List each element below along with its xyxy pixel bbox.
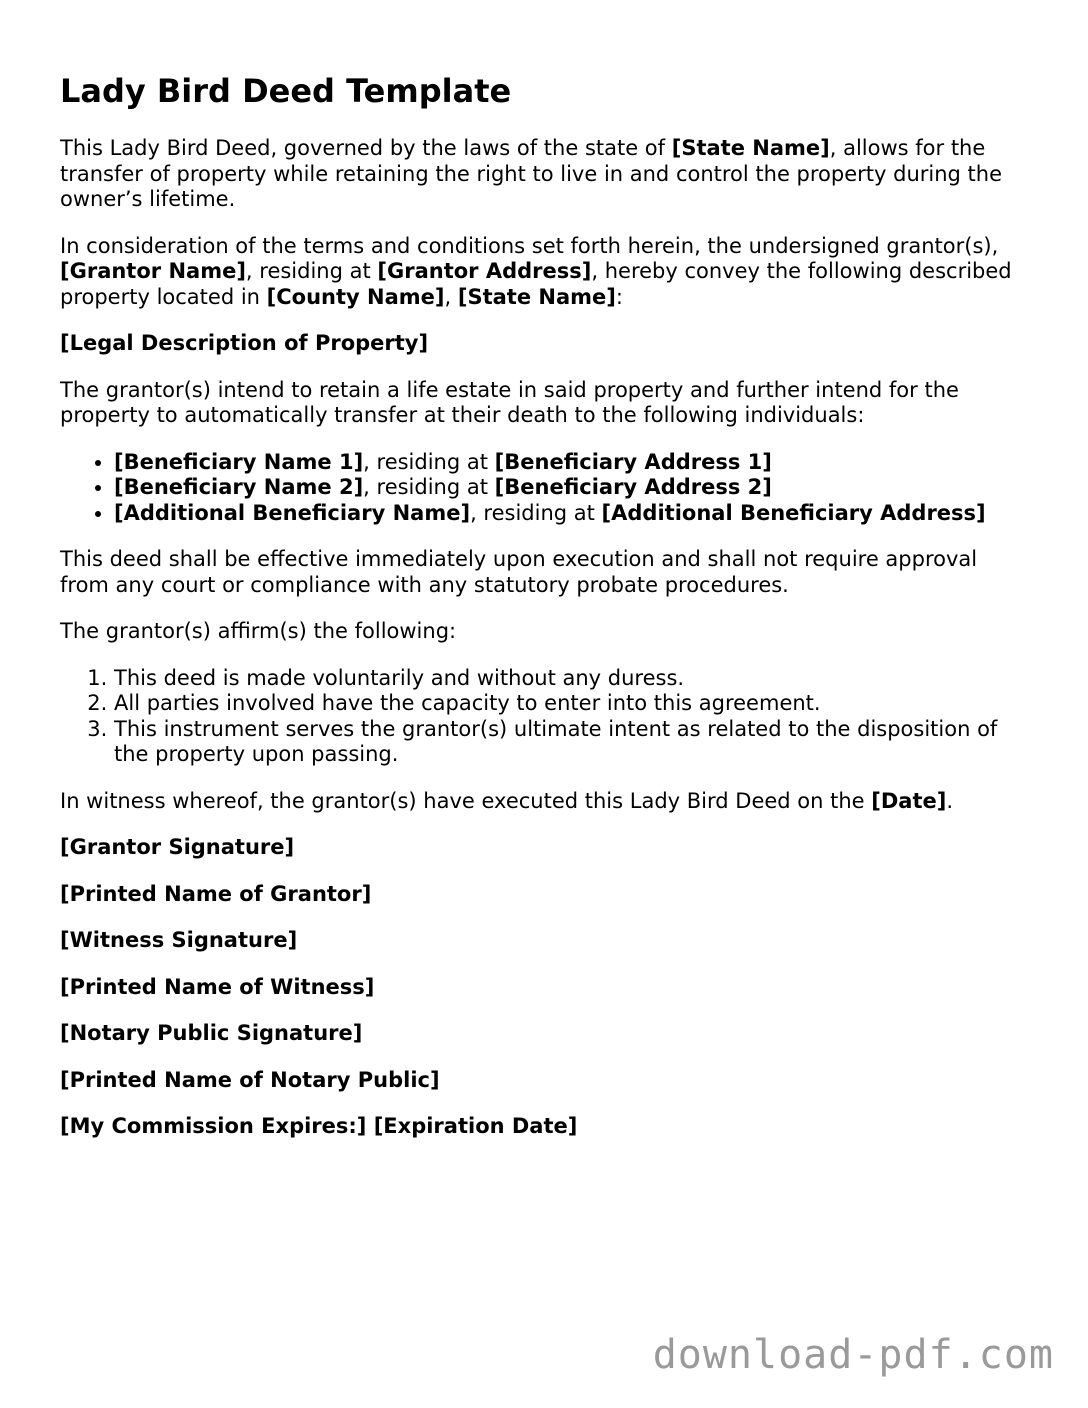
beneficiary-connector: , residing at bbox=[363, 475, 495, 500]
state-name-placeholder-2: [State Name] bbox=[457, 284, 616, 309]
consideration-text-2: , residing at bbox=[245, 259, 378, 284]
document-title: Lady Bird Deed Template bbox=[60, 72, 512, 110]
document-page bbox=[60, 72, 1030, 1161]
witness-text-2: . bbox=[946, 788, 954, 813]
witness-printed-name-placeholder: [Printed Name of Witness] bbox=[60, 974, 375, 999]
consideration-text-1: In consideration of the terms and conditions set forth herein, the undersigned grantor(s), bbox=[60, 233, 999, 258]
beneficiary-name: [Beneficiary Name 1] bbox=[114, 449, 364, 474]
witness-text-1: In witness whereof, the grantor(s) have executed this Lady Bird Deed on the bbox=[60, 788, 872, 813]
beneficiary-address: [Beneficiary Address 2] bbox=[494, 475, 772, 500]
intro-text-2: , allows for the transfer of property while retaining the right to live in and control the property during the owner’s lifetime. bbox=[60, 136, 1003, 212]
beneficiary-connector: , residing at bbox=[363, 449, 495, 474]
intro-paragraph bbox=[60, 136, 1030, 213]
grantor-signature-placeholder: [Grantor Signature] bbox=[60, 835, 295, 860]
legal-description-placeholder: [Legal Description of Property] bbox=[60, 331, 429, 356]
beneficiary-address: [Additional Beneficiary Address] bbox=[601, 500, 986, 525]
list-item: 2. All parties involved have the capacity to enter into this agreement. bbox=[114, 691, 1030, 717]
beneficiary-connector: , residing at bbox=[470, 500, 602, 525]
watermark: download-pdf.com bbox=[652, 1332, 1054, 1378]
beneficiary-list bbox=[60, 450, 1030, 527]
notary-signature-placeholder: [Notary Public Signature] bbox=[60, 1021, 363, 1046]
commission-expiration-placeholder: [My Commission Expires:] [Expiration Date] bbox=[60, 1114, 578, 1139]
consideration-text-5: : bbox=[615, 284, 623, 309]
list-item bbox=[114, 475, 1030, 501]
beneficiary-name: [Beneficiary Name 2] bbox=[114, 475, 364, 500]
county-name-placeholder: [County Name] bbox=[266, 284, 445, 309]
consideration-text-4: , bbox=[444, 284, 458, 309]
grantor-printed-name-placeholder: [Printed Name of Grantor] bbox=[60, 881, 372, 906]
affirm-paragraph: The grantor(s) affirm(s) the following: bbox=[60, 619, 457, 644]
grantor-address-placeholder: [Grantor Address] bbox=[377, 259, 592, 284]
intro-text-1: This Lady Bird Deed, governed by the laws of the state of bbox=[60, 136, 672, 161]
beneficiary-address: [Beneficiary Address 1] bbox=[494, 449, 772, 474]
retain-paragraph: The grantor(s) intend to retain a life estate in said property and further intend for the property to automatically transfer at their death to the following individuals: bbox=[60, 377, 959, 428]
consideration-text-3: , hereby convey the following described property located in bbox=[60, 259, 1012, 309]
notary-printed-name-placeholder: [Printed Name of Notary Public] bbox=[60, 1067, 440, 1092]
beneficiary-name: [Additional Beneficiary Name] bbox=[114, 500, 471, 525]
witness-paragraph bbox=[60, 789, 1030, 815]
grantor-name-placeholder: [Grantor Name] bbox=[60, 259, 246, 284]
consideration-paragraph bbox=[60, 234, 1030, 311]
date-placeholder: [Date] bbox=[871, 788, 947, 813]
list-item: 1. This deed is made voluntarily and without any duress. bbox=[114, 666, 1030, 692]
state-name-placeholder: [State Name] bbox=[671, 136, 830, 161]
list-item bbox=[114, 501, 1030, 527]
list-item: 3. This instrument serves the grantor(s) ultimate intent as related to the disposition of the property upon passing. bbox=[114, 717, 1030, 768]
effective-paragraph: This deed shall be effective immediately upon execution and shall not require approval from any court or compliance with any statutory probate procedures. bbox=[60, 547, 978, 597]
list-item bbox=[114, 450, 1030, 476]
witness-signature-placeholder: [Witness Signature] bbox=[60, 928, 298, 953]
affirmation-list bbox=[60, 666, 1030, 768]
